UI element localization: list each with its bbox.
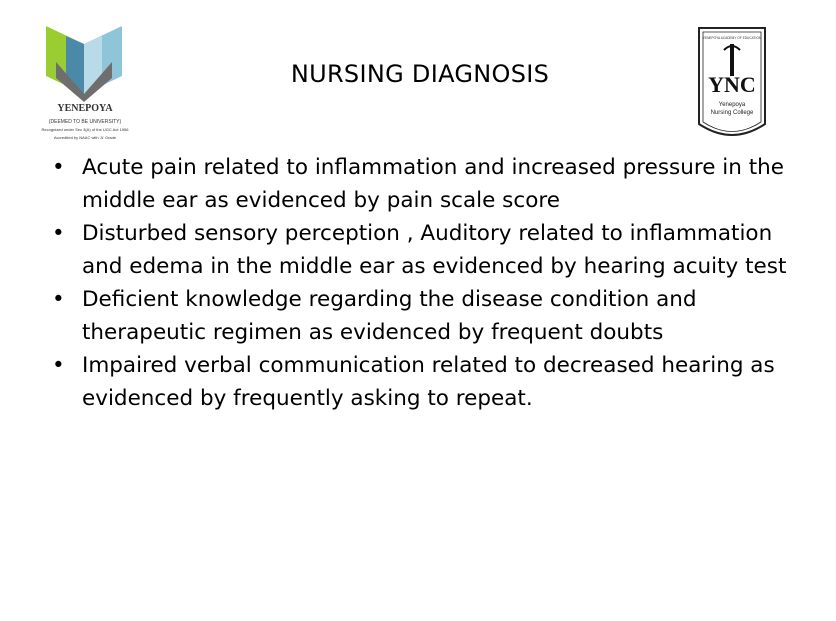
list-item [52, 349, 792, 415]
slide-title: NURSING DIAGNOSIS [290, 60, 550, 88]
bullet-icon: • [52, 155, 65, 180]
list-item [52, 283, 792, 349]
diagnosis-list [52, 151, 792, 415]
svg-text:Accredited by NAAC with 'A' Gr: Accredited by NAAC with 'A' Grade [53, 135, 117, 140]
svg-text:YNC: YNC [708, 72, 756, 97]
diagnosis-text: Deficient knowledge regarding the disease condition and therapeutic regimen as evidenced by frequent doubts [82, 287, 697, 345]
yenepoya-nursing-college-logo [695, 24, 769, 148]
svg-text:(DEEMED TO BE UNIVERSITY): (DEEMED TO BE UNIVERSITY) [48, 119, 122, 125]
bullet-icon: • [52, 353, 65, 378]
svg-text:Recognized under Sec 3(A) of t: Recognized under Sec 3(A) of the UGC Act 1956 [41, 127, 129, 132]
svg-text:YENEPOYA ACADEMY OF EDUCATION: YENEPOYA ACADEMY OF EDUCATION [702, 36, 762, 40]
list-item [52, 217, 792, 283]
svg-text:Yenepoya: Yenepoya [718, 102, 746, 108]
diagnosis-text: Disturbed sensory perception , Auditory related to inflammation and edema in the middle ear as evidenced by hearing acuity test [82, 221, 787, 279]
diagnosis-text: Acute pain related to inflammation and increased pressure in the middle ear as evidenced by pain scale score [82, 155, 785, 213]
list-item [52, 151, 792, 217]
svg-text:YENEPOYA: YENEPOYA [57, 103, 113, 114]
diagnosis-text: Impaired verbal communication related to decreased hearing as evidenced by frequently asking to repeat. [82, 353, 775, 411]
bullet-icon: • [52, 287, 65, 312]
bullet-icon: • [52, 221, 65, 246]
svg-text:Nursing College: Nursing College [710, 110, 754, 116]
